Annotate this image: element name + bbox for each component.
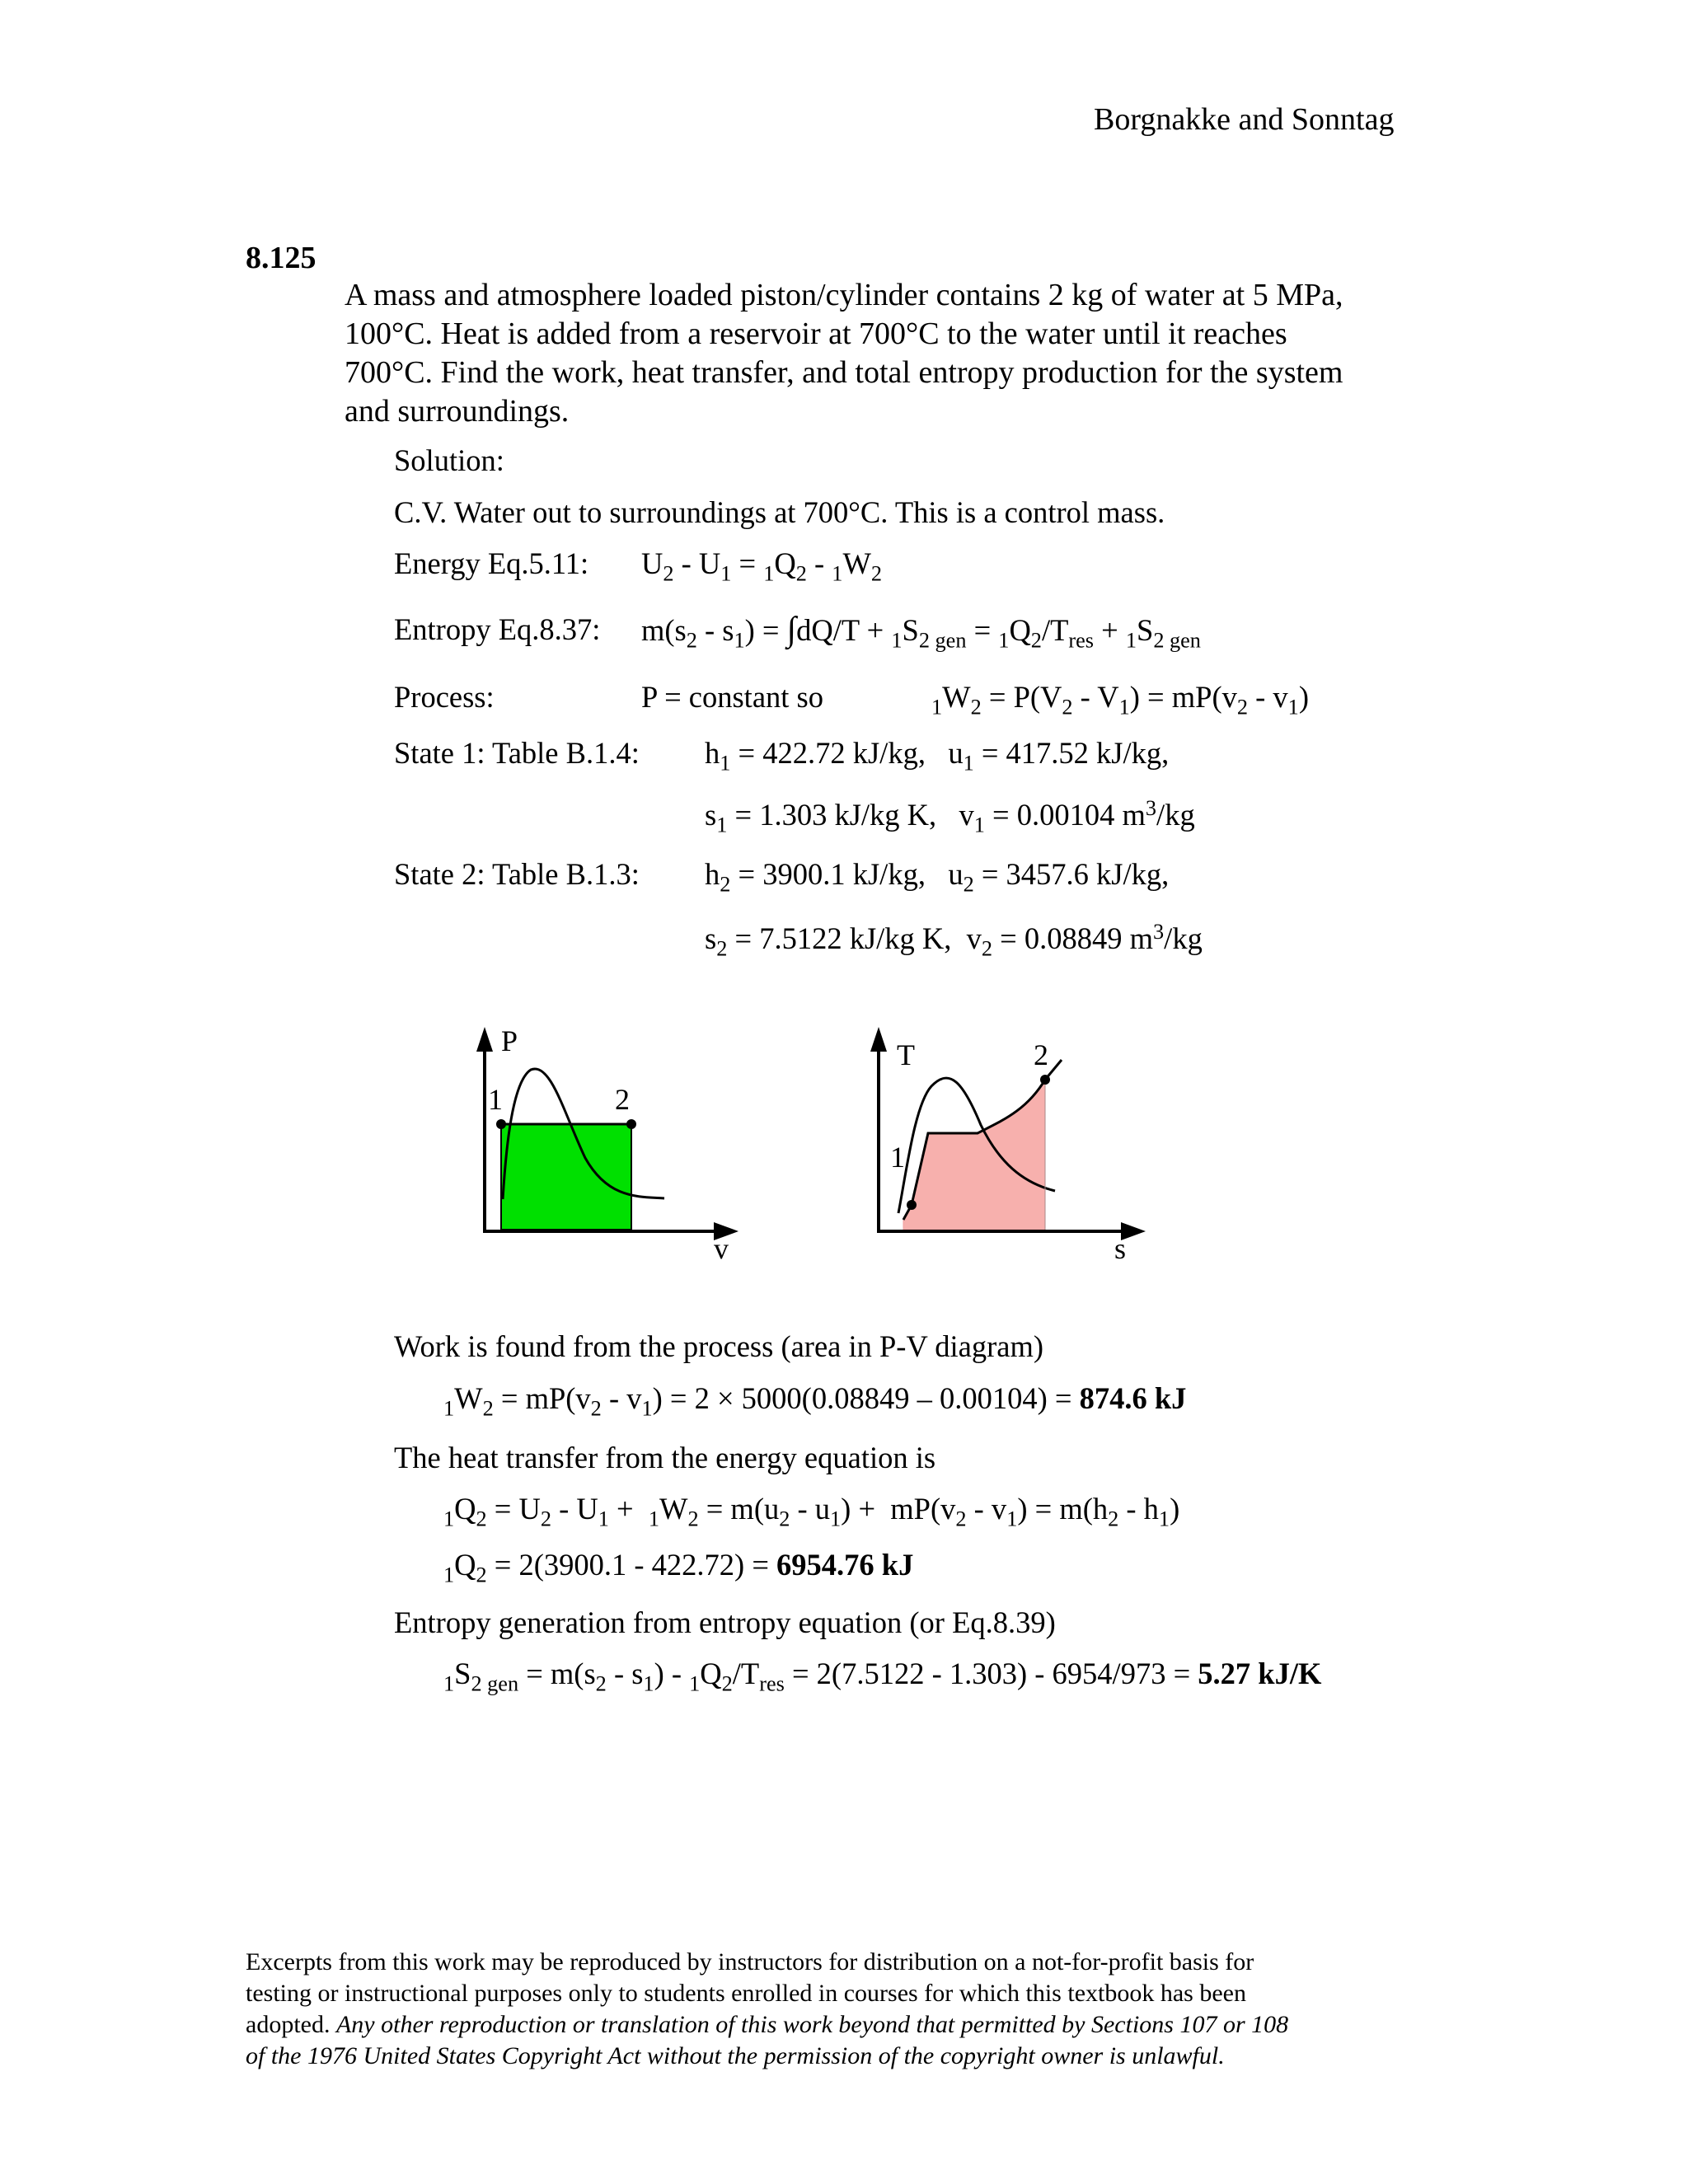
state2-label: State 2: Table B.1.3:	[394, 857, 640, 891]
pv-diagram	[462, 1022, 758, 1269]
work-calculation: $_1W_2 = mP(v_2 - v_1) = 2 \times 5000(0.08849 - 0.00104) = 874.6$ kJ	[443, 1381, 1187, 1421]
state2-props-line1: $h_2 = 3900.1$ kJ/kg, $u_2 = 3457.6$ kJ/kg,	[705, 857, 1170, 897]
ts-heat-area	[903, 1080, 1045, 1230]
statement-line: and surroundings.	[345, 394, 570, 429]
pv-point1-label: 1	[488, 1083, 503, 1116]
statement-line: 700°C. Find the work, heat transfer, and total entropy production for the system	[345, 355, 1343, 390]
page-header-authors: Borgnakke and Sonntag	[1094, 102, 1395, 137]
energy-equation: $U_2 - U_1 = _1Q_2 - _1W_2$	[641, 546, 883, 586]
entropy-equation: $m(s_2 - s_1) = \int dQ/T + _1S_{2 gen} = _1Q_2/T_{res} + _1S_{2 gen}$	[641, 611, 1201, 653]
ts-y-label: T	[897, 1038, 915, 1071]
pv-point2-label: 2	[615, 1083, 630, 1116]
pv-state1-point	[496, 1119, 506, 1129]
state1-props-line2: $s_1 = 1.303$ kJ/kg K, $v_1 = 0.00104$ $m^3/kg$	[705, 796, 1195, 837]
work-expression: $_1W_2 = P(V_2 - V_1) = mP(v_2 - v_1)$	[931, 680, 1309, 719]
state2-props-line2: $s_2 = 7.5122$ kJ/kg K, $v_2 = 0.08849$ $m^3/kg$	[705, 920, 1203, 961]
entropy-equation-label: Entropy Eq.8.37:	[394, 612, 601, 646]
problem-number: 8.125	[246, 241, 316, 275]
statement-line: A mass and atmosphere loaded piston/cylinder contains 2 kg of water at 5 MPa,	[345, 278, 1343, 312]
entropy-calculation: $_1S_{2 gen} = m(s_2 - s_1) - _1Q_2/T_{res} = 2(7.5122 - 1.303) - 6954/973 = 5.27$ kJ/K	[443, 1657, 1322, 1696]
work-intro: Work is found from the process (area in P-V diagram)	[394, 1329, 1044, 1363]
pv-y-label: P	[501, 1024, 518, 1057]
process-label: Process:	[394, 680, 495, 714]
heat-calculation: $_1Q_2 = 2(3900.1 - 422.72) = 6954.76$ kJ	[443, 1548, 914, 1587]
control-volume-text: C.V. Water out to surroundings at 700°C. This is a control mass.	[394, 495, 1165, 529]
work-result: 874.6 kJ	[1079, 1381, 1187, 1415]
ts-state1-point	[907, 1200, 917, 1210]
pv-y-arrow	[476, 1027, 493, 1052]
ts-y-arrow	[870, 1027, 887, 1052]
ts-x-label: s	[1114, 1232, 1127, 1265]
ts-diagram	[857, 1022, 1170, 1269]
pv-work-area	[501, 1124, 631, 1230]
entropy-result: 5.27 kJ/K	[1198, 1657, 1322, 1690]
footer-line4-italic: of the 1976 United States Copyright Act without the permission of the copyright owner is unlawful.	[246, 2042, 1225, 2069]
footer-line: Excerpts from this work may be reproduced by instructors for distribution on a not-for-profit basis for	[246, 1948, 1254, 1975]
footer-line3-italic: Any other reproduction or translation of this work beyond that permitted by Sections 107 or 108	[335, 2011, 1289, 2038]
ts-point2-label: 2	[1034, 1038, 1048, 1071]
footer-line: testing or instructional purposes only to students enrolled in courses for which this textbook has been	[246, 1980, 1246, 2007]
pv-x-label: v	[714, 1232, 729, 1265]
process-text: P = constant so	[641, 680, 823, 714]
heat-equation: $_1Q_2 = U_2 - U_1 + _1W_2 = m(u_2 - u_1) + mP(v_2 - v_1) = m(h_2 - h_1)$	[443, 1492, 1180, 1531]
entropy-intro: Entropy generation from entropy equation (or Eq.8.39)	[394, 1605, 1056, 1639]
state1-props-line1: $h_1 = 422.72$ kJ/kg, $u_1 = 417.52$ kJ/kg,	[705, 736, 1170, 776]
energy-equation-label: Energy Eq.5.11:	[394, 546, 589, 580]
heat-result: 6954.76 kJ	[776, 1548, 914, 1582]
statement-line: 100°C. Heat is added from a reservoir at 700°C to the water until it reaches	[345, 316, 1287, 351]
solution-heading: Solution:	[394, 443, 504, 477]
footer-line	[246, 2010, 1288, 2040]
ts-state2-point	[1040, 1075, 1050, 1085]
footer-line3-normal: adopted.	[246, 2011, 336, 2038]
pv-state2-point	[626, 1119, 636, 1129]
footer-line	[246, 2041, 1225, 2071]
ts-point1-label: 1	[890, 1141, 905, 1174]
heat-intro: The heat transfer from the energy equation is	[394, 1441, 936, 1474]
state1-label: State 1: Table B.1.4:	[394, 736, 640, 770]
